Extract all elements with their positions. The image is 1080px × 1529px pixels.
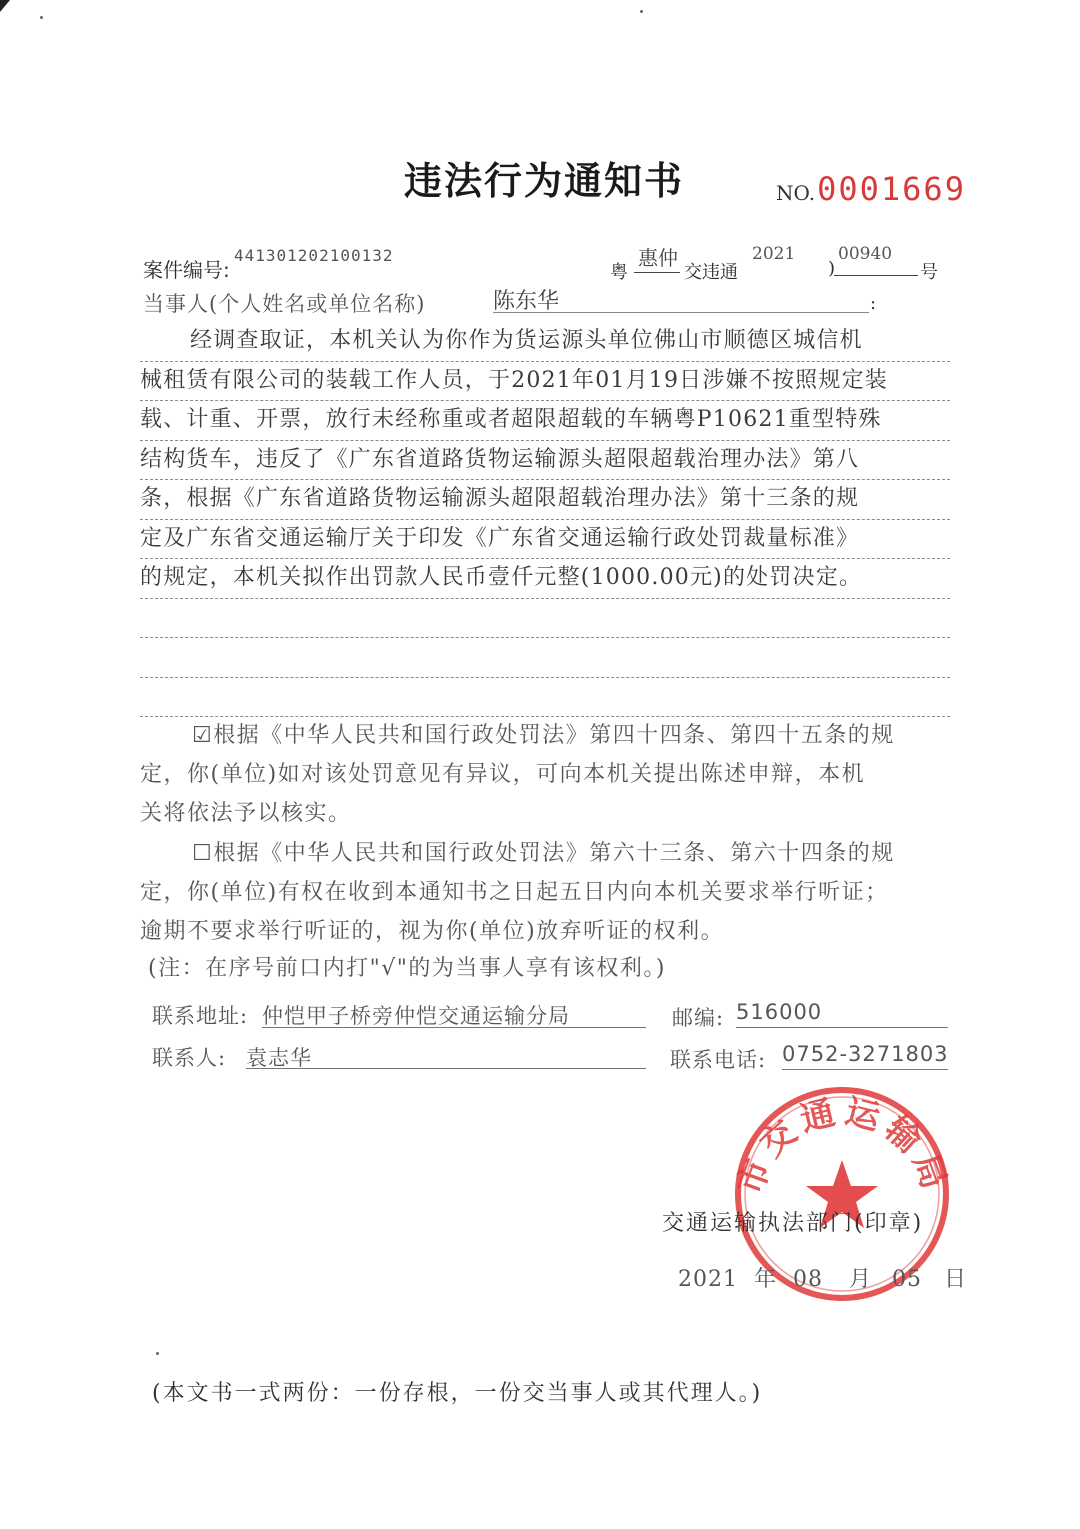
seal-text: 市交通运输局 <box>729 1091 957 1200</box>
party-name: 陈东华 <box>493 289 560 314</box>
scan-speck <box>156 1352 159 1355</box>
date-month: 08 <box>793 1267 824 1292</box>
body-line: 械租赁有限公司的装载工作人员，于2021年01月19日涉嫌不按照规定装 <box>140 362 950 402</box>
date-day: 05 <box>892 1267 923 1292</box>
contact-person-underline <box>246 1068 646 1069</box>
issue-date <box>678 1262 967 1293</box>
ref-region-underline <box>634 272 680 273</box>
party-colon: : <box>870 293 877 314</box>
address-value: 仲恺甲子桥旁仲恺交通运输分局 <box>262 1004 570 1028</box>
notice-line: ☐根据《中华人民共和国行政处罚法》第六十三条、第六十四条的规 <box>192 841 895 866</box>
date-day-unit: 日 <box>944 1267 968 1292</box>
body-line-blank <box>140 678 950 718</box>
party-underline <box>493 312 869 313</box>
body-line-blank <box>140 638 950 678</box>
footer-note: (本文书一式两份：一份存根，一份交当事人或其代理人。) <box>152 1381 763 1406</box>
serial-number <box>776 170 966 208</box>
notice-line: 关将依法予以核实。 <box>140 801 352 826</box>
statement-right-notice <box>140 716 952 833</box>
scan-speck <box>640 10 643 13</box>
serial-prefix: NO. <box>776 181 816 205</box>
violation-body <box>140 322 950 717</box>
address-label: 联系地址: <box>152 1004 249 1028</box>
zip-value: 516000 <box>736 1000 823 1024</box>
scan-speck <box>40 16 43 19</box>
checkbox-note <box>148 949 960 988</box>
corner-mark <box>0 0 10 12</box>
body-line-blank <box>140 599 950 639</box>
body-line: 经调查取证，本机关认为你作为货运源头单位佛山市顺德区城信机 <box>140 322 950 362</box>
ref-year: 2021 <box>752 244 796 264</box>
note-line: (注：在序号前口内打"√"的为当事人享有该权利。) <box>148 956 666 981</box>
ref-number: 00940 <box>838 244 893 264</box>
date-month-unit: 月 <box>849 1267 873 1292</box>
body-line: 结构货车，违反了《广东省道路货物运输源头超限超载治理办法》第八 <box>140 441 950 481</box>
document-title: 违法行为通知书 <box>404 159 685 203</box>
case-number-label: 案件编号: <box>143 258 230 282</box>
ref-number-underline <box>834 275 918 276</box>
notice-line: 定，你(单位)有权在收到本通知书之日起五日内向本机关要求举行听证； <box>140 880 889 905</box>
body-line: 载、计重、开票，放行未经称重或者超限超载的车辆粤P10621重型特殊 <box>140 401 950 441</box>
ref-suffix: 号 <box>920 262 938 283</box>
case-number-value: 441301202100132 <box>234 246 394 265</box>
zip-underline <box>736 1027 948 1028</box>
date-year-unit: 年 <box>754 1267 778 1292</box>
body-line: 定及广东省交通运输厅关于印发《广东省交通运输行政处罚裁量标准》 <box>140 520 950 560</box>
zip-label: 邮编: <box>672 1006 725 1030</box>
ref-region: 惠仲 <box>638 246 678 270</box>
contact-person-value: 袁志华 <box>246 1046 312 1070</box>
date-year: 2021 <box>678 1267 738 1292</box>
notice-line: 逾期不要求举行听证的，视为你(单位)放弃听证的权利。 <box>140 919 725 944</box>
body-line: 条，根据《广东省道路货物运输源头超限超载治理办法》第十三条的规 <box>140 480 950 520</box>
hearing-right-notice <box>140 834 952 951</box>
party-label: 当事人(个人姓名或单位名称) <box>143 292 426 316</box>
address-underline <box>262 1027 646 1028</box>
body-line: 的规定，本机关拟作出罚款人民币壹仟元整(1000.00元)的处罚决定。 <box>140 559 950 599</box>
notice-line: 定，你(单位)如对该处罚意见有异议，可向本机关提出陈述申辩，本机 <box>140 762 866 787</box>
serial-value: 0001669 <box>817 170 966 208</box>
phone-label: 联系电话: <box>670 1048 767 1072</box>
ref-paren: ) <box>828 258 836 279</box>
phone-value: 0752-3271803 <box>782 1042 949 1066</box>
notice-line: ☑根据《中华人民共和国行政处罚法》第四十四条、第四十五条的规 <box>192 723 895 748</box>
department-signature: 交通运输执法部门(印章) <box>662 1211 924 1236</box>
phone-underline <box>782 1069 948 1070</box>
ref-prefix: 粤 <box>610 262 628 283</box>
contact-person-label: 联系人: <box>152 1046 227 1070</box>
ref-type: 交违通 <box>684 262 738 283</box>
